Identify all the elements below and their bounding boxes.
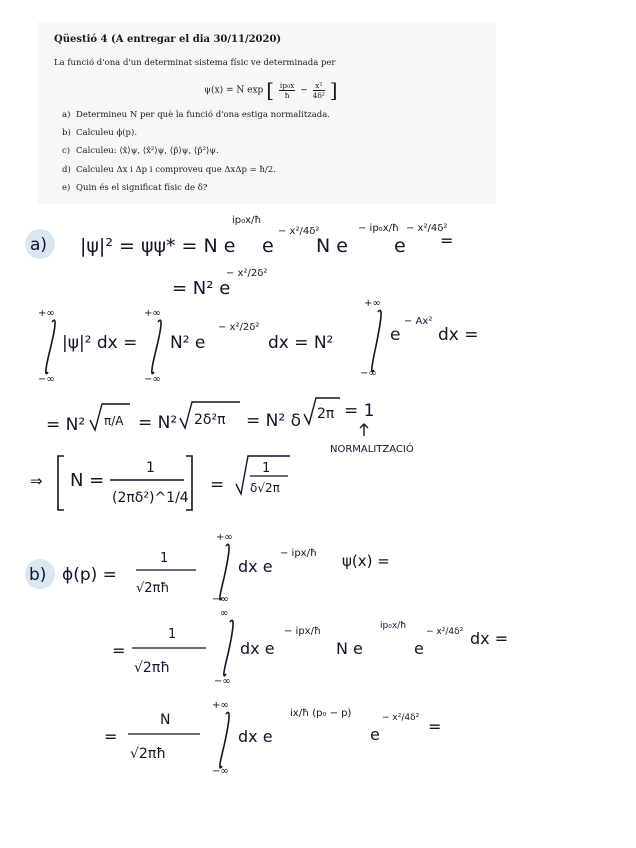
hw-exponent: − x²/4δ² bbox=[382, 713, 420, 723]
integral-sign bbox=[220, 544, 229, 599]
hw-b-frac3-num: N bbox=[160, 712, 171, 728]
fraction-1-numerator: ip₀x bbox=[279, 80, 295, 90]
hw-exponent: − Ax² bbox=[404, 316, 433, 327]
int-lower: −∞ bbox=[212, 766, 229, 777]
integral-sign bbox=[46, 320, 55, 373]
box-bracket-left bbox=[58, 456, 64, 510]
fraction-2-numerator: x² bbox=[313, 81, 325, 91]
hw-b-line3-d: = bbox=[428, 717, 442, 736]
hw-exponent: ix/ħ (p₀ − p) bbox=[290, 708, 352, 719]
fraction-1-denominator: ħ bbox=[284, 90, 290, 100]
hw-line3-d: e bbox=[390, 325, 401, 345]
hw-line1: |ψ|² = ψψ* = N e bbox=[80, 235, 236, 257]
hw-line1-e2: e bbox=[262, 235, 274, 257]
up-arrow-icon bbox=[360, 424, 368, 436]
formula-lhs: ψ(x) = N exp bbox=[204, 85, 264, 96]
question-intro: La funció d'ona d'un determinat sistema físic ve determinada per bbox=[54, 58, 336, 68]
hw-b-frac-den: √2πħ bbox=[134, 660, 170, 676]
hw-line4-c: = N² δ bbox=[246, 411, 301, 431]
integral-sign bbox=[224, 620, 233, 675]
hw-b-line2-c: N e bbox=[336, 639, 363, 658]
item-text: Determineu N per què la funció d'ona estiga normalitzada. bbox=[76, 110, 330, 120]
int-upper: +∞ bbox=[364, 298, 381, 309]
hw-b-line3-b: dx e bbox=[238, 727, 273, 746]
hw-exponent: − x²/2δ² bbox=[226, 268, 268, 279]
hw-line1-mid: N e bbox=[316, 235, 348, 257]
hw-b-line2-b: dx e bbox=[240, 639, 275, 658]
hw-N-rhs-num: 1 bbox=[262, 461, 271, 476]
hw-line3-a: |ψ|² dx = bbox=[62, 333, 138, 353]
hw-sqrt-content: 2π bbox=[317, 406, 335, 422]
hw-exponent: − ipx/ħ bbox=[280, 548, 317, 559]
int-lower: −∞ bbox=[214, 676, 231, 687]
hw-lead-eq: = bbox=[112, 641, 126, 660]
int-upper: +∞ bbox=[216, 532, 233, 543]
question-title: Qüestió 4 (A entregar el dia 30/11/2020) bbox=[54, 34, 282, 45]
hw-exponent: − x²/4δ² bbox=[278, 226, 320, 237]
hw-line3-e: dx = bbox=[438, 325, 479, 345]
hw-exponent: − x²/4δ² bbox=[426, 627, 464, 637]
hw-N-rhs-den: δ√2π bbox=[250, 481, 280, 495]
hw-b-line2-e: dx = bbox=[470, 629, 509, 648]
integral-sign bbox=[152, 320, 161, 373]
hw-b-line1-c: ψ(x) = bbox=[342, 552, 390, 570]
int-lower: −∞ bbox=[212, 594, 229, 605]
hw-line4-b: = N² bbox=[138, 413, 178, 433]
hw-sqrt-content: π/A bbox=[104, 414, 124, 428]
hw-N-num: 1 bbox=[146, 460, 155, 476]
hw-line3-c: dx = N² bbox=[268, 333, 334, 353]
hw-exponent: ip₀x/ħ bbox=[232, 215, 262, 226]
hw-b-line1-b: dx e bbox=[238, 557, 273, 576]
item-text: Quin és el significat físic de δ? bbox=[76, 183, 208, 193]
item-label: d) bbox=[62, 165, 71, 175]
hw-line2: = N² e bbox=[172, 278, 231, 299]
hw-exponent: − ip₀x/ħ bbox=[358, 223, 399, 234]
hw-line1-e4: e bbox=[394, 235, 406, 257]
hw-line3-b: N² e bbox=[170, 333, 206, 353]
hw-line4-d: = 1 bbox=[344, 401, 375, 421]
hw-arrow: ⇒ bbox=[30, 472, 43, 490]
hw-exponent: − ipx/ħ bbox=[284, 626, 321, 637]
fraction-2-denominator: 4δ² bbox=[312, 90, 325, 100]
int-lower: −∞ bbox=[360, 368, 377, 379]
formula-minus: − bbox=[300, 85, 308, 96]
item-label: e) bbox=[62, 183, 71, 193]
hw-exponent: − x²/4δ² bbox=[406, 223, 448, 234]
int-upper: +∞ bbox=[144, 308, 161, 319]
item-text: Calculeu: ⟨x̂⟩ψ, ⟨x̂²⟩ψ, ⟨p̂⟩ψ, ⟨p̂²⟩ψ. bbox=[76, 146, 219, 156]
part-b-label: b) bbox=[29, 565, 47, 585]
item-label: a) bbox=[62, 110, 71, 120]
item-text: Calculeu Δx i Δp i comproveu que ΔxΔp = ħ/2. bbox=[76, 165, 276, 175]
integral-sign bbox=[372, 310, 381, 371]
int-lower: −∞ bbox=[144, 374, 161, 385]
hw-exponent: − x²/2δ² bbox=[218, 322, 260, 333]
hw-b-line3-c: e bbox=[370, 725, 380, 744]
bracket-close: ] bbox=[329, 78, 338, 102]
item-label: c) bbox=[62, 146, 71, 156]
hw-b-frac-num: 1 bbox=[160, 551, 169, 566]
hw-b-frac-den: √2πħ bbox=[130, 746, 166, 762]
hw-line4-a: = N² bbox=[46, 415, 86, 435]
bracket-open: [ bbox=[266, 78, 275, 102]
int-lower: −∞ bbox=[38, 374, 55, 385]
hw-b-line2-d: e bbox=[414, 639, 424, 658]
hw-N-eq: = bbox=[210, 475, 225, 495]
hw-sqrt-content: 2δ²π bbox=[194, 412, 226, 428]
hw-line1-end: = bbox=[440, 231, 454, 250]
hw-exponent: ip₀x/ħ bbox=[380, 621, 407, 631]
int-upper: +∞ bbox=[38, 308, 55, 319]
hw-b-frac-num: 1 bbox=[168, 627, 177, 642]
integral-sign bbox=[220, 712, 229, 767]
hw-N-den: (2πδ²)^1/4 bbox=[112, 490, 189, 506]
int-upper: ∞ bbox=[220, 608, 229, 619]
part-a-label: a) bbox=[30, 235, 48, 255]
item-text: Calculeu ϕ(p). bbox=[76, 128, 138, 138]
hw-lead-eq: = bbox=[104, 727, 118, 746]
int-upper: +∞ bbox=[212, 700, 229, 711]
item-label: b) bbox=[62, 128, 71, 138]
hw-N-lhs: N = bbox=[70, 470, 105, 491]
hw-b-line1-a: ϕ(p) = bbox=[62, 565, 117, 585]
hw-b-frac-den: √2πħ bbox=[136, 581, 170, 596]
hw-norm-note: NORMALITZACIÓ bbox=[330, 444, 414, 455]
